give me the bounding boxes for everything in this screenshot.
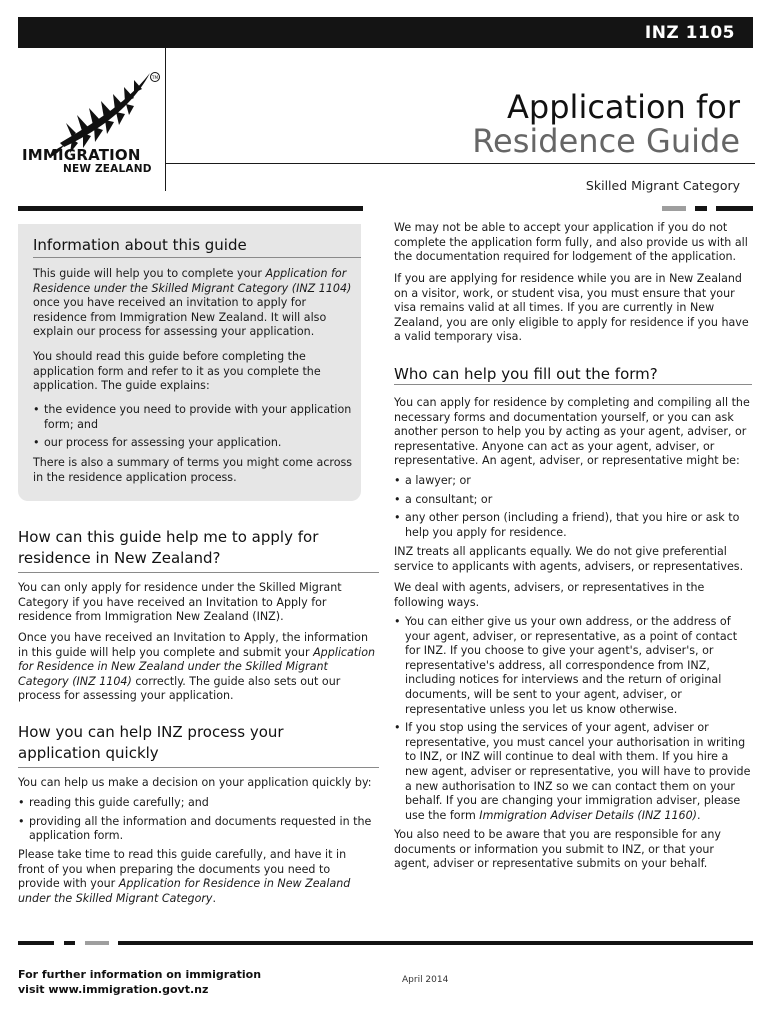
footer-contact bbox=[18, 967, 261, 997]
list-item: • a lawyer; or bbox=[394, 474, 754, 489]
list-item: • any other person (including a friend), that you hire or ask to help you apply for residence. bbox=[394, 511, 754, 540]
helper-type-list bbox=[394, 474, 754, 540]
publication-date: April 2014 bbox=[402, 975, 449, 985]
right-paragraph-3: You can apply for residence by completing and compiling all the necessary forms and documentation yourself, or you can ask another person to help you by acting as your agent, adviser, or representative. Anyone can act as your agent, adviser, or representative. An agent, adviser, or representative might be: bbox=[394, 396, 750, 468]
list-item: • If you stop using the services of your agent, adviser or representative, you must cancel your authorisation in writing to INZ, or INZ will continue to deal with them. If you hire a new agent, adviser or representative, you will have to provide a new authorisation to INZ so we can contact them on your behalf. If you are changing your immigration adviser, please use the form Immigration Adviser Details (INZ 1160). bbox=[394, 721, 754, 823]
right-paragraph-1: We may not be able to accept your application if you do not complete the application form fully, and also provide us with all the documentation required for lodgement of the application. bbox=[394, 221, 748, 264]
footer-dash-gray bbox=[85, 941, 109, 945]
help-inz-paragraph-2: Please take time to read this guide carefully, and have it in front of you when preparing the documents you need to provide with your Application for Residence in New Zealand under the Skilled Migrant Category. bbox=[18, 848, 351, 905]
footer-website-link[interactable]: visit www.immigration.govt.nz bbox=[18, 983, 209, 996]
right-paragraph-6: You also need to be aware that you are responsible for any documents or information you submit to INZ, or that your agent, adviser or representative submits on your behalf. bbox=[394, 828, 721, 871]
guide-help-paragraph-2: Once you have received an Invitation to Apply, the information in this guide will help you complete and submit your Application for Residence in New Zealand under the Skilled Migrant Category (INZ 1104) correctly. The guide also sets out our process for assessing your application. bbox=[18, 631, 376, 703]
footer-line-1: For further information on immigration bbox=[18, 968, 262, 981]
info-box-heading: Information about this guide bbox=[33, 236, 247, 254]
header-dash-black bbox=[18, 206, 363, 211]
header-divider-vertical bbox=[165, 48, 166, 191]
section-heading-who-can-help: Who can help you fill out the form? bbox=[394, 365, 658, 383]
list-item: • the evidence you need to provide with your application form; and bbox=[33, 403, 358, 432]
form-code-bar bbox=[18, 17, 753, 48]
logo-new-zealand: NEW ZEALAND bbox=[63, 163, 152, 175]
page-title-line1: Application for bbox=[507, 88, 740, 126]
header-dash-gray bbox=[662, 206, 686, 211]
footer-dash-black-1 bbox=[18, 941, 54, 945]
section-rule bbox=[394, 384, 752, 385]
help-inz-list bbox=[18, 796, 374, 844]
page-subtitle: Skilled Migrant Category bbox=[585, 178, 740, 193]
list-item: • providing all the information and documents requested in the application form. bbox=[18, 815, 374, 844]
info-box-paragraph-2: You should read this guide before completing the application form and refer to it as you complete the application. The guide explains: bbox=[33, 350, 321, 393]
list-item: • our process for assessing your application. bbox=[33, 436, 358, 451]
right-paragraph-4: INZ treats all applicants equally. We do not give preferential service to applicants with agents, advisers, or representatives. bbox=[394, 545, 744, 573]
agent-dealings-list bbox=[394, 615, 754, 823]
list-item: • reading this guide carefully; and bbox=[18, 796, 374, 811]
section-heading-help-inz: How you can help INZ process your application quickly bbox=[18, 723, 284, 762]
info-box-rule bbox=[33, 257, 361, 258]
section-rule bbox=[18, 572, 379, 573]
form-code: INZ 1105 bbox=[644, 23, 735, 43]
list-item: • a consultant; or bbox=[394, 493, 754, 508]
logo-immigration: IMMIGRATION bbox=[22, 146, 141, 164]
help-inz-paragraph-1: You can help us make a decision on your application quickly by: bbox=[18, 776, 372, 789]
footer-rule bbox=[118, 941, 753, 945]
guide-help-paragraph-1: You can only apply for residence under the Skilled Migrant Category if you have received an Invitation to Apply for residence from Immigration New Zealand (INZ). bbox=[18, 581, 342, 624]
header-dash-small bbox=[695, 206, 707, 211]
info-box-list bbox=[33, 403, 358, 451]
page-title-line2: Residence Guide bbox=[472, 122, 740, 160]
right-paragraph-5: We deal with agents, advisers, or representatives in the following ways. bbox=[394, 581, 705, 609]
list-item: • You can either give us your own address, or the address of your agent, adviser, or representative, as a point of contact for INZ. If you choose to give your agent's, adviser's, or representative's address, all correspondence from INZ, including notices for interviews and the return of original documents, will be sent to your agent, adviser, or representative unless you let us know otherwise. bbox=[394, 615, 754, 717]
info-box-paragraph-1: This guide will help you to complete your Application for Residence under the Skilled Migrant Category (INZ 1104) once you have received an invitation to apply for residence from Immigration New Zealand. It will also explain our process for assessing your application. bbox=[33, 267, 352, 339]
footer-dash-black-2 bbox=[64, 941, 75, 945]
info-box-paragraph-3: There is also a summary of terms you might come across in the residence application process. bbox=[33, 456, 353, 484]
section-rule bbox=[18, 767, 379, 768]
title-underline bbox=[165, 163, 755, 164]
header-dash-end bbox=[716, 206, 753, 211]
section-heading-guide-help: How can this guide help me to apply for residence in New Zealand? bbox=[18, 528, 319, 567]
right-paragraph-2: If you are applying for residence while you are in New Zealand on a visitor, work, or student visa, you must ensure that your visa remains valid at all times. If you are currently in New Zealand, you are only eligible to apply for residence if you have a valid temporary visa. bbox=[394, 272, 749, 344]
trademark-mark: TM bbox=[151, 75, 159, 80]
